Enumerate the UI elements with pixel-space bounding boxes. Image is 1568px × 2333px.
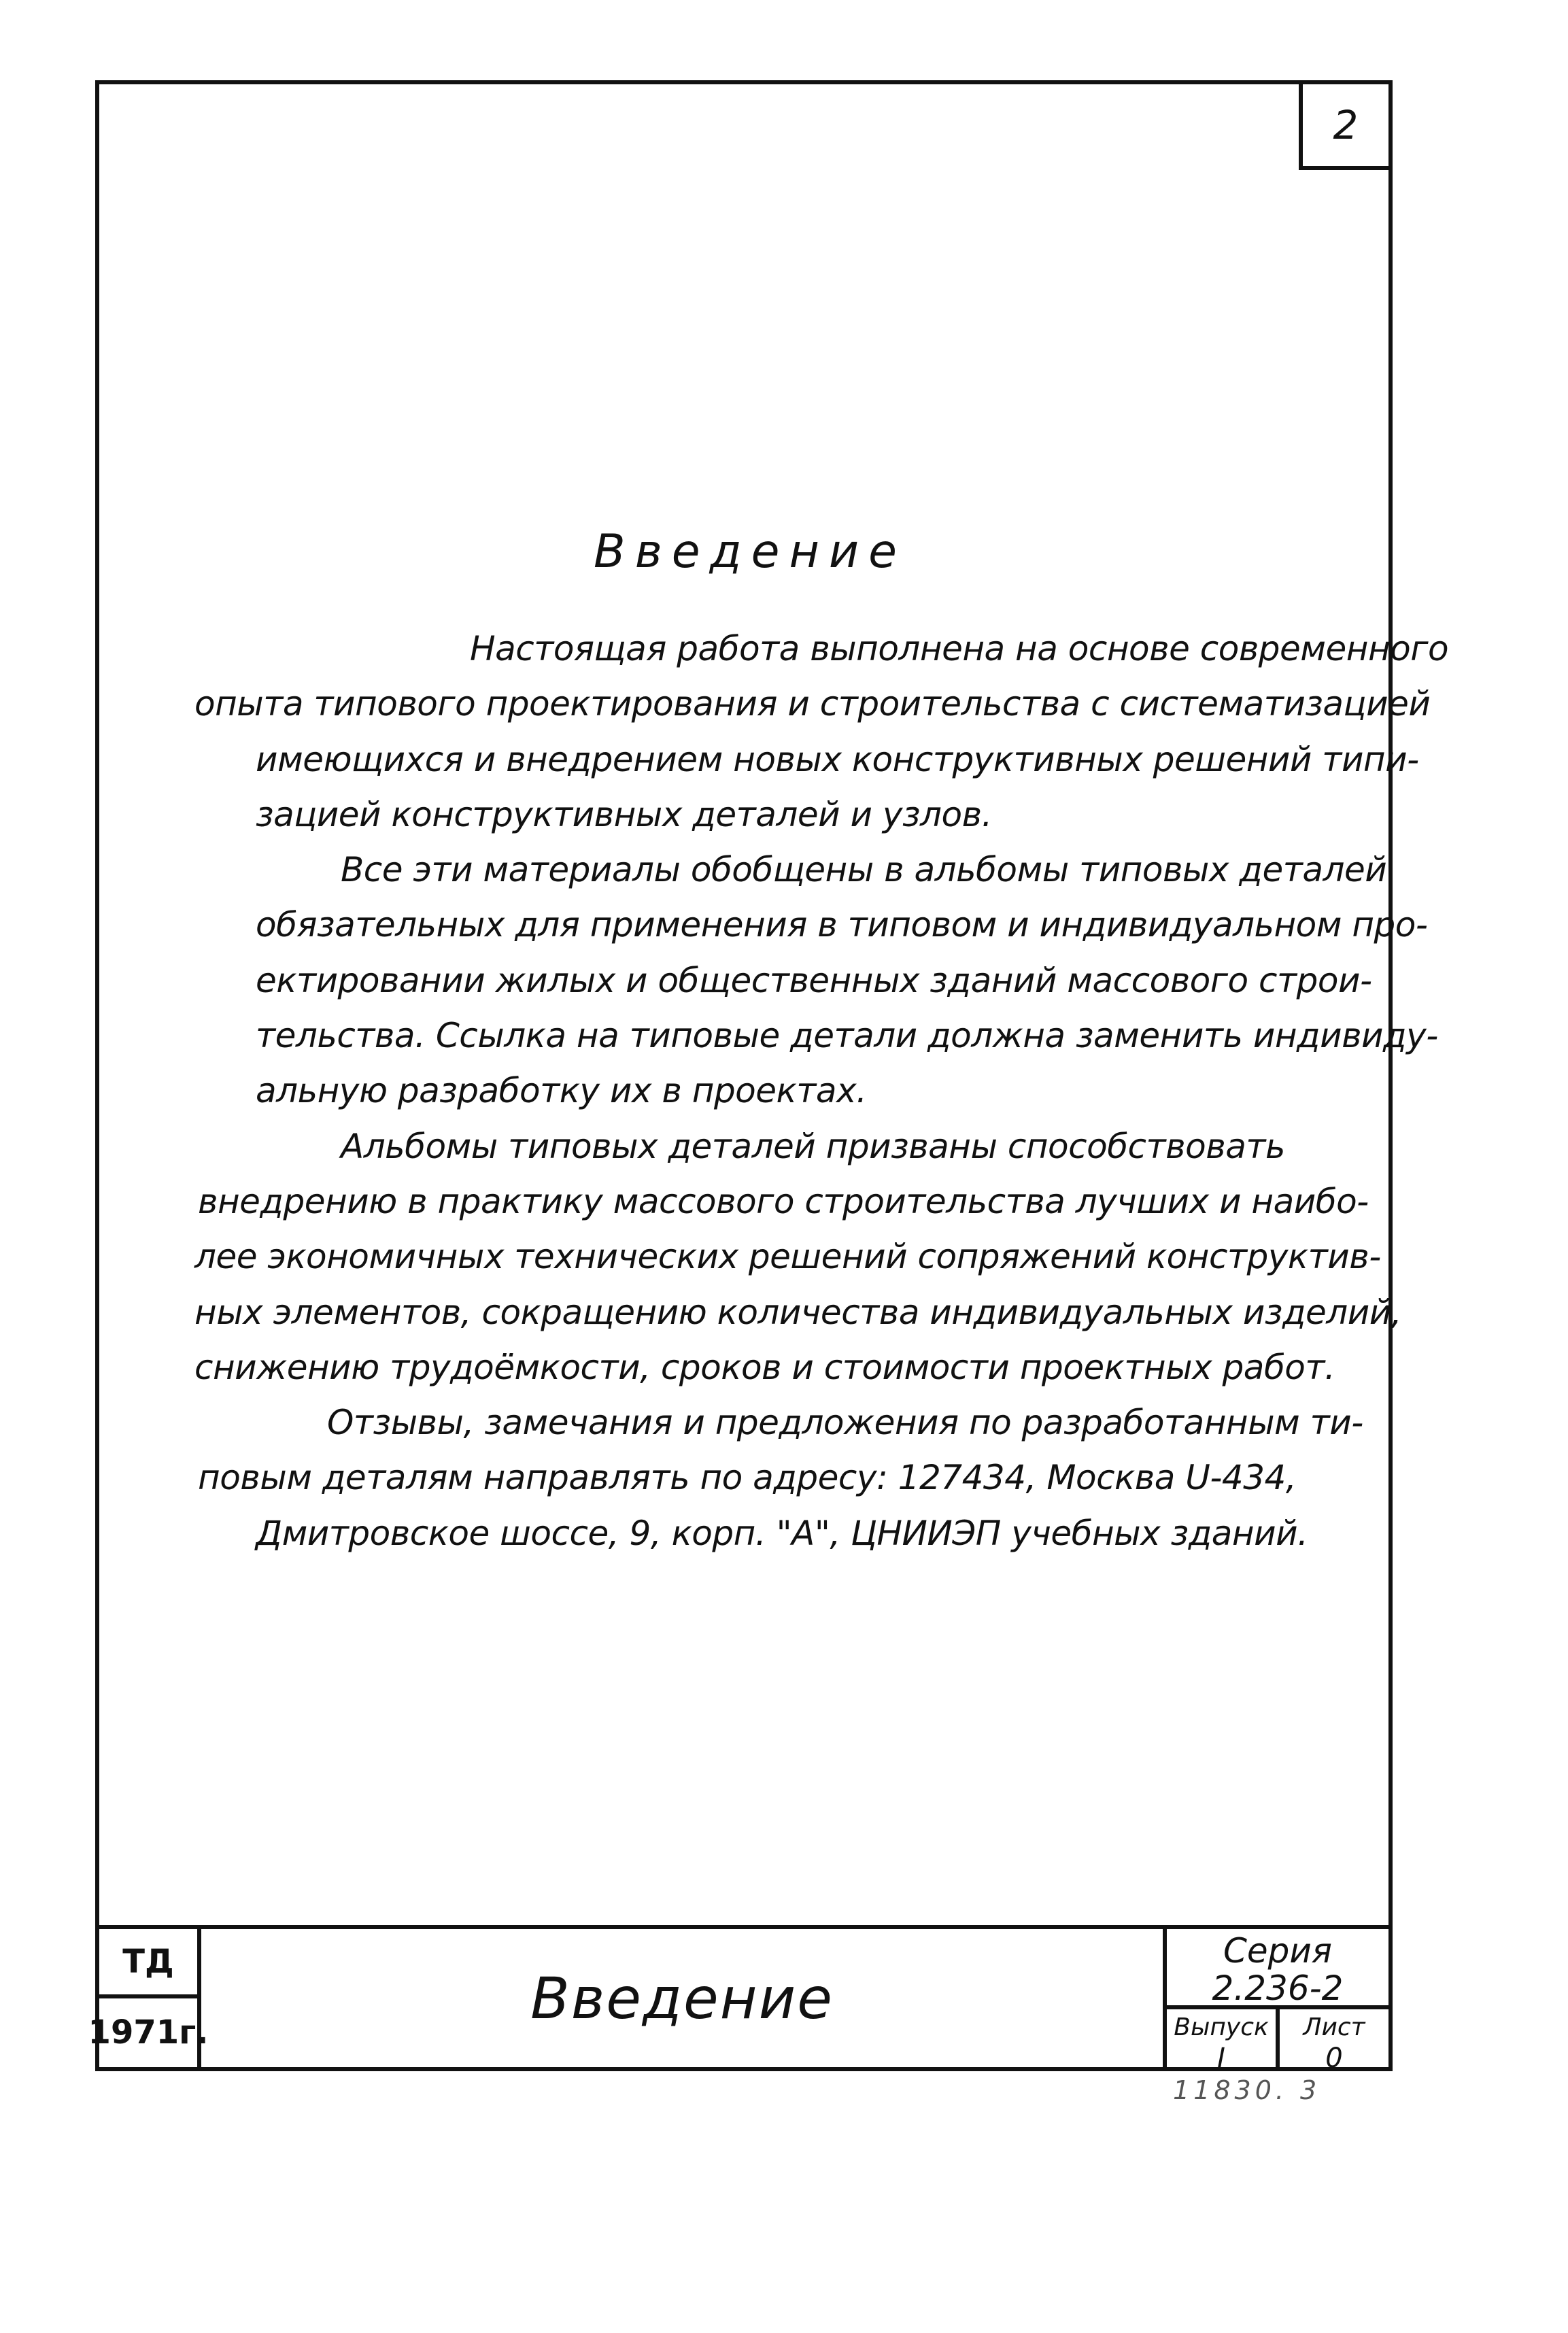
page-heading: Введение [594, 525, 906, 579]
body-line: снижению трудоёмкости, сроков и стоимости проектных работ. [194, 1347, 1335, 1387]
body-line: ектировании жилых и общественных зданий массового строи- [256, 960, 1372, 1000]
issue-value: I [1217, 2043, 1225, 2074]
body-line: лее экономичных технических решений сопряжений конструктив- [194, 1237, 1381, 1277]
sheet-label: Лист [1303, 2013, 1365, 2041]
title-block-title: Введение [530, 1964, 834, 2032]
archive-stamp: 11830. 3 [1173, 2075, 1321, 2105]
body-line: ных элементов, сокращению количества индивидуальных изделий, [194, 1292, 1402, 1332]
body-line: Альбомы типовых деталей призваны способствовать [341, 1126, 1285, 1166]
series-label: Серия [1223, 1931, 1332, 1971]
title-block-left [88, 1929, 209, 2067]
body-text [194, 621, 1449, 1561]
title-block [88, 1925, 1393, 2074]
year: 1971г. [88, 2013, 209, 2052]
drawing-sheet [88, 80, 1449, 2074]
page-number: 2 [1299, 80, 1393, 170]
body-line: Настоящая работа выполнена на основе современного [470, 629, 1449, 668]
body-line: обязательных для применения в типовом и индивидуальном про- [256, 905, 1428, 945]
body-line: повым деталям направлять по адресу: 127434, Москва U-434, [198, 1458, 1297, 1498]
body-line: зацией конструктивных деталей и узлов. [256, 794, 992, 834]
body-line: внедрению в практику массового строительства лучших и наибо- [198, 1181, 1369, 1221]
body-line: альную разработку их в проектах. [256, 1071, 867, 1111]
org-code: ТД [99, 1929, 197, 1998]
sheet-cell [1280, 2009, 1388, 2074]
title-block-right [1163, 1929, 1388, 2074]
body-line: Дмитровское шоссе, 9, корп. "А", ЦНИИЭП учебных зданий. [256, 1513, 1308, 1553]
body-line: имеющихся и внедрением новых конструктивных решений типи- [256, 739, 1419, 779]
body-line: Отзывы, замечания и предложения по разработанным ти- [327, 1403, 1363, 1443]
series-value: 2.236-2 [1212, 1969, 1344, 2008]
sheet-value: 0 [1325, 2043, 1343, 2074]
body-line: Все эти материалы обобщены в альбомы типовых деталей [341, 850, 1387, 890]
issue-label: Выпуск [1174, 2013, 1269, 2041]
series-cell [1167, 1929, 1388, 2009]
issue-cell [1167, 2009, 1280, 2074]
body-line: опыта типового проектирования и строительства с систематизацией [194, 684, 1431, 724]
issue-sheet-row [1167, 2009, 1388, 2074]
body-line: тельства. Ссылка на типовые детали должна заменить индивиду- [256, 1016, 1438, 1056]
